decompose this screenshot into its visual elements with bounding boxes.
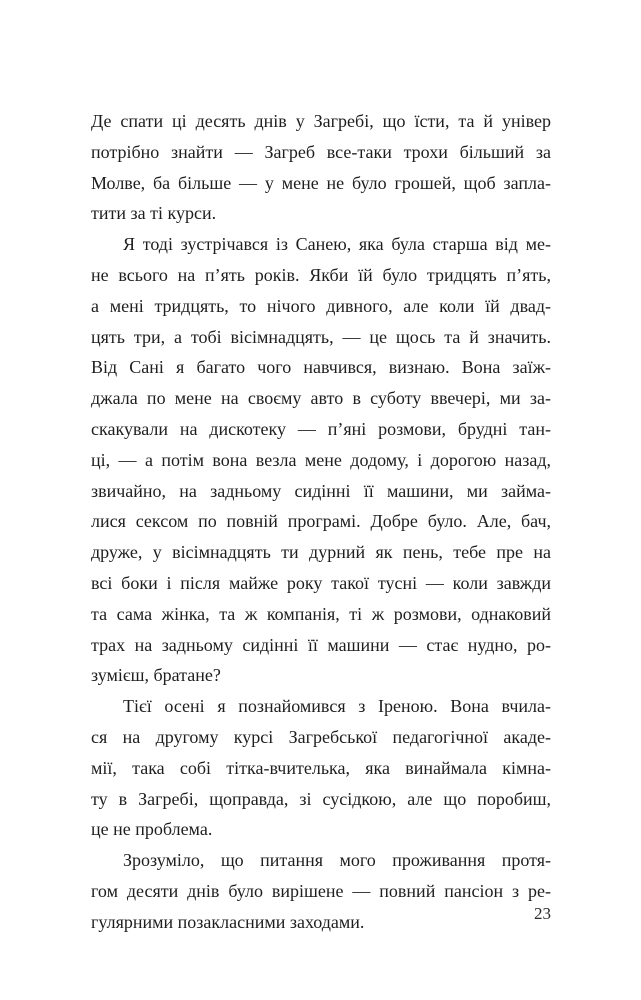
text-line: всі боки і після майже року такої тусні — коли завжди — [91, 572, 551, 593]
text-line: мії, така собі тітка-вчителька, яка винаймала кімна- — [91, 757, 551, 778]
text-line: Від Сані я багато чого навчився, визнаю. Вона заїж- — [91, 357, 551, 378]
body-text — [91, 106, 551, 938]
text-line: ся на другому курсі Загребської педагогічної акаде- — [91, 726, 551, 747]
page-number: 23 — [534, 904, 551, 923]
text-line: ту в Загребі, щоправда, зі сусідкою, але що поробиш, — [91, 788, 551, 809]
text-line: тити за ті курси. — [91, 203, 217, 224]
text-line: лися сексом по повній програмі. Добре було. Але, бач, — [91, 511, 551, 532]
text-line: друже, у вісімнадцять ти дурний як пень, тебе пре на — [91, 542, 551, 563]
text-line: ці, — а потім вона везла мене додому, і дорогою назад, — [91, 449, 551, 470]
text-line: Я тоді зустрічався із Санею, яка була старша від ме- — [123, 234, 551, 255]
text-line: гулярними позакласними заходами. — [91, 911, 365, 932]
text-line: Де спати ці десять днів у Загребі, що їсти, та й універ — [91, 111, 551, 131]
text-line: Молве, ба більше — у мене не було грошей, щоб запла- — [91, 172, 551, 193]
text-line: трах на задньому сидінні її машини — стає нудно, ро- — [91, 634, 551, 655]
text-line: гом десяти днів було вирішене — повний пансіон з ре- — [91, 880, 551, 901]
text-line: не всього на п’ять років. Якби їй було тридцять п’ять, — [91, 264, 551, 285]
text-line: скакували на дискотеку — п’яні розмови, брудні тан- — [91, 418, 551, 439]
text-line: потрібно знайти — Загреб все-таки трохи більший за — [91, 141, 551, 162]
text-line: цять три, а тобі вісімнадцять, — це щось та й значить. — [91, 326, 551, 347]
text-line: це не проблема. — [91, 819, 213, 840]
text-line: та сама жінка, та ж компанія, ті ж розмови, однаковий — [91, 603, 551, 624]
text-line: звичайно, на задньому сидінні її машини, ми займа- — [91, 480, 551, 501]
text-line: Зрозуміло, що питання мого проживання протя- — [123, 850, 551, 871]
text-line: Тієї осені я познайомився з Іреною. Вона вчила- — [123, 696, 551, 717]
text-line: джала по мене на своєму авто в суботу ввечері, ми за- — [91, 388, 551, 409]
text-line: а мені тридцять, то нічого дивного, але коли їй двад- — [91, 295, 551, 316]
text-line: зумієш, братане? — [91, 665, 221, 686]
